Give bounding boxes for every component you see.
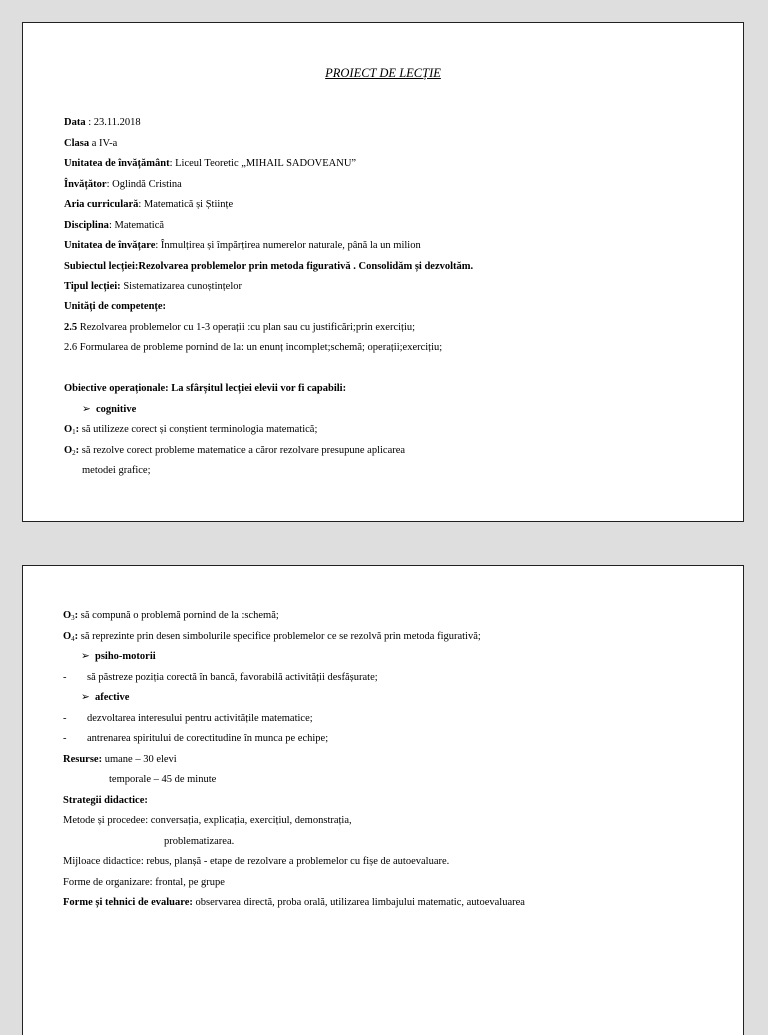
organization-forms-line: Forme de organizare: frontal, pe grupe — [63, 877, 225, 888]
teacher-line: Învățător: Oglindă Cristina — [64, 179, 182, 190]
lesson-type-line: Tipul lecției: Sistematizarea cunoștințelor — [64, 281, 242, 292]
objectives-heading: Obiective operaționale: La sfârșitul lecției elevii vor fi capabili: — [64, 383, 347, 394]
document-page-2 — [22, 565, 744, 1035]
psychomotor-item: - să păstreze poziția corectă în bancă, favorabilă activității desfășurate; — [63, 672, 378, 683]
lesson-subject-line: Subiectul lecției:Rezolvarea problemelor prin metoda figurativă . Consolidăm și dezvoltăm. — [64, 261, 474, 272]
arrow-bullet-icon: ➢ — [81, 651, 90, 662]
objective-o1: $O_1$: să utilizeze corect și conștient terminologia matematică; — [64, 424, 318, 436]
methods-continued: problematizarea. — [164, 836, 235, 847]
dash-bullet-icon: - — [63, 733, 67, 744]
discipline-line: Disciplina: Matematică — [64, 220, 165, 231]
objective-o4: $O_4$: să reprezinte prin desen simbolurile specifice problemelor ce se rezolvă prin metoda figurativă; — [63, 631, 481, 643]
affective-item-1: - dezvoltarea interesului pentru activitățile matematice; — [63, 713, 313, 724]
psychomotor-bullet: ➢ psiho-motorii — [81, 651, 156, 662]
competence-2-6: 2.6 Formularea de probleme pornind de la: un enunț incomplet;schemă; operații;exercițiu; — [64, 342, 443, 353]
arrow-bullet-icon: ➢ — [81, 692, 90, 703]
objective-o2: $O_2$: să rezolve corect probleme matematice a căror rezolvare presupune aplicarea — [64, 445, 406, 457]
document-page-1 — [22, 22, 744, 522]
affective-item-2: - antrenarea spiritului de corectitudine în munca pe echipe; — [63, 733, 329, 744]
resources-line: Resurse: umane – 30 elevi — [63, 754, 177, 765]
lesson-title: PROIECT DE LECȚIE — [325, 66, 441, 80]
objective-o2-continued: metodei grafice; — [82, 465, 151, 476]
arrow-bullet-icon: ➢ — [82, 404, 91, 415]
means-line: Mijloace didactice: rebus, planșă - etape de rezolvare a problemelor cu fișe de autoevaluare. — [63, 856, 450, 867]
cognitive-bullet: ➢ cognitive — [82, 404, 137, 415]
competences-heading: Unități de competențe: — [64, 301, 167, 312]
dash-bullet-icon: - — [63, 672, 67, 683]
date-line: Data : 23.11.2018 — [64, 117, 141, 128]
competence-2-5: 2.5 Rezolvarea problemelor cu 1-3 operații :cu plan sau cu justificări;prin exercițiu; — [64, 322, 416, 333]
school-line: Unitatea de învățământ: Liceul Teoretic „MIHAIL SADOVEANU” — [64, 158, 357, 169]
affective-bullet: ➢ afective — [81, 692, 130, 703]
learning-unit-line: Unitatea de învățare: Înmulțirea și împărțirea numerelor naturale, până la un milion — [64, 240, 421, 251]
methods-line: Metode și procedee: conversația, explicația, exercițiul, demonstrația, — [63, 815, 352, 826]
curricular-area-line: Aria curriculară: Matematică și Științe — [64, 199, 234, 210]
resources-time-line: temporale – 45 de minute — [109, 774, 217, 785]
class-line: Clasa a IV-a — [64, 138, 118, 149]
dash-bullet-icon: - — [63, 713, 67, 724]
objective-o3: $O_3$: să compună o problemă pornind de la :schemă; — [63, 610, 279, 622]
strategies-heading: Strategii didactice: — [63, 795, 148, 806]
evaluation-line: Forme și tehnici de evaluare: observarea directă, proba orală, utilizarea limbajului matematic, autoevaluarea — [63, 897, 525, 908]
